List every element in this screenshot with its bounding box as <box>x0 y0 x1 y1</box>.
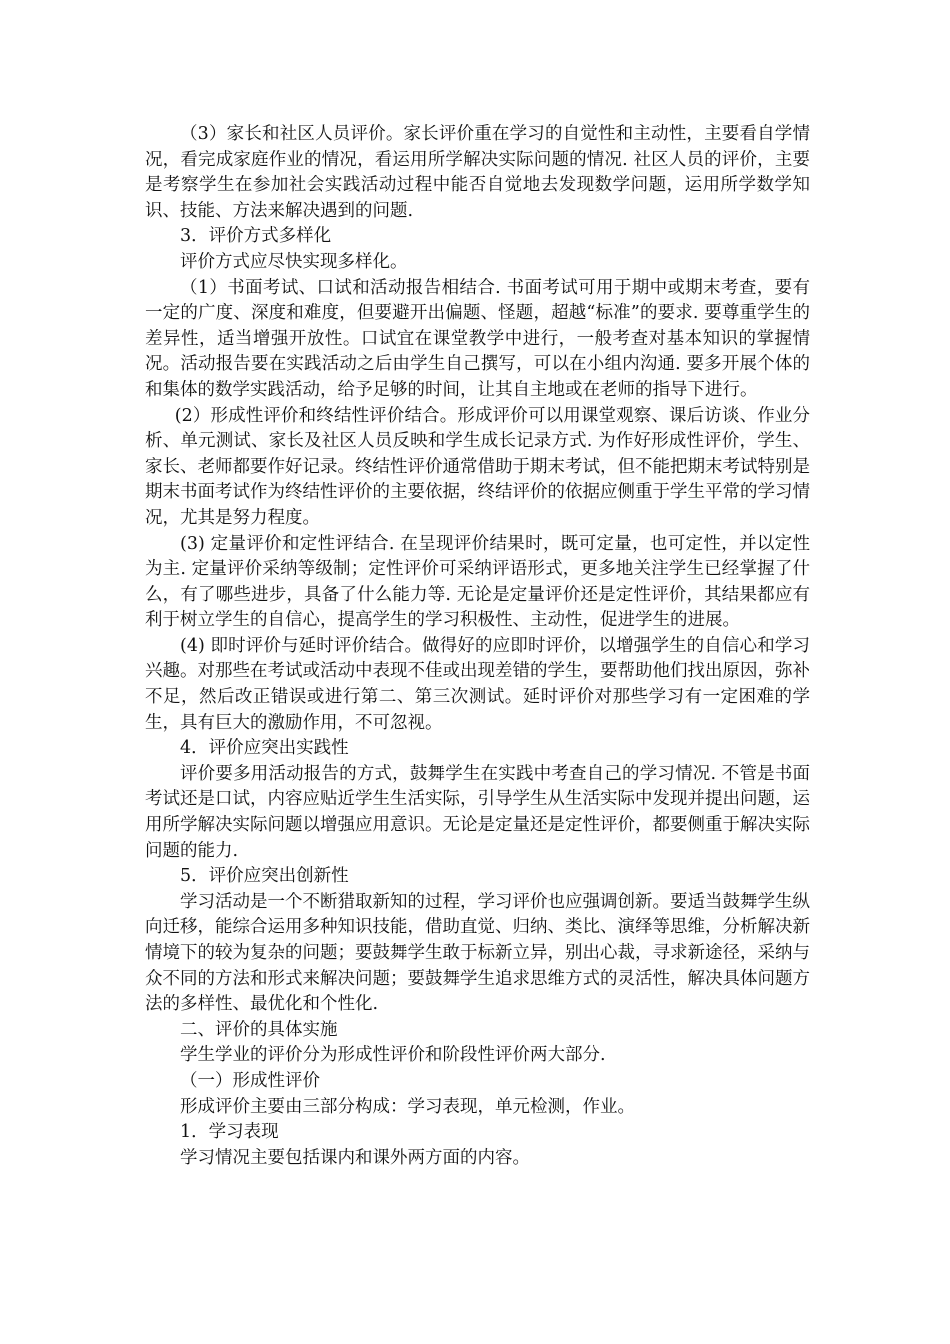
paragraph-parent-evaluation: （3）家长和社区人员评价。家长评价重在学习的自觉性和主动性，主要看自学情况，看完成家庭作业的情况，看运用所学解决实际问题的情况. 社区人员的评价，主要是考察学生在参加社会实践活动过程中能否自觉地去发现数学问题，运用所学数学知识、技能、方法来解决遇到的问题. <box>145 124 810 221</box>
paragraph-implementation-intro: 学生学业的评价分为形成性评价和阶段性评价两大部分. <box>180 1045 606 1066</box>
heading-implementation: 二、评价的具体实施 <box>180 1019 338 1040</box>
heading-innovation: 5．评价应突出创新性 <box>180 866 349 887</box>
heading-learning-performance: 1．学习表现 <box>180 1122 279 1143</box>
paragraph-diverse-intro: 评价方式应尽快实现多样化。 <box>180 251 408 272</box>
paragraph-innovation: 学习活动是一个不断猎取新知的过程，学习评价也应强调创新。要适当鼓舞学生纵向迁移，能综合运用多种知识技能，借助直觉、归纳、类比、演绎等思维，分析解决新情境下的较为复杂的问题；要鼓舞学生敢于标新立异，别出心裁，寻求新途径，采纳与众不同的方法和形式来解决问题；要鼓舞学生追求思维方式的灵活性，解决具体问题方法的多样性、最优化和个性化. <box>145 891 810 1015</box>
paragraph-immediate-delayed: (4) 即时评价与延时评价结合。做得好的应即时评价，以增强学生的自信心和学习兴趣。对那些在考试或活动中表现不佳或出现差错的学生，要帮助他们找出原因，弥补不足，然后改正错误或进行第二、第三次测试。延时评价对那些学习有一定困难的学生，具有巨大的激励作用，不可忽视。 <box>145 635 810 733</box>
paragraph-formative-parts: 形成评价主要由三部分构成：学习表现，单元检测，作业。 <box>180 1096 635 1117</box>
document-body <box>145 122 810 1171</box>
heading-formative-evaluation: （一）形成性评价 <box>180 1070 320 1091</box>
paragraph-written-oral-report: （1）书面考试、口试和活动报告相结合. 书面考试可用于期中或期末考查，要有一定的广度、深度和难度，但要避开出偏题、怪题，超越“标准”的要求. 要尊重学生的差异性，适当增强开放性。口试宜在课堂教学中进行，一般考查对基本知识的掌握情况。活动报告要在实践活动之后由学生自己撰写，可以在小组内沟通. 要多开展个体的和集体的数学实践活动，给予足够的时间，让其自主地或在老师的指导下进行。 <box>145 277 810 400</box>
paragraph-formative-summative: (2）形成性评价和终结性评价结合。形成评价可以用课堂观察、课后访谈、作业分析、单元测试、家长及社区人员反映和学生成长记录方式. 为作好形成性评价，学生、家长、老师都要作好记录。终结性评价通常借助于期末考试，但不能把期末考试特别是期末书面考试作为终结性评价的主要依据，终结评价的依据应侧重于学生平常的学习情况，尤其是努力程度。 <box>145 405 810 528</box>
paragraph-practice: 评价要多用活动报告的方式，鼓舞学生在实践中考查自己的学习情况. 不管是书面考试还是口试，内容应贴近学生生活实际，引导学生从生活实际中发现并提出问题，运用所学解决实际问题以增强应用意识。无论是定量还是定性评价，都要侧重于解决实际问题的能力. <box>145 763 810 861</box>
paragraph-learning-situation: 学习情况主要包括课内和课外两方面的内容。 <box>180 1147 530 1168</box>
heading-practice: 4．评价应突出实践性 <box>180 738 349 759</box>
heading-diverse-methods: 3．评价方式多样化 <box>180 226 332 247</box>
paragraph-quantitative-qualitative: (3) 定量评价和定性评结合. 在呈现评价结果时，既可定量，也可定性，并以定性为主. 定量评价采纳等级制；定性评价可采纳评语形式，更多地关注学生已经掌握了什么，有了哪些进步，具备了什么能力等. 无论是定量评价还是定性评价，其结果都应有利于树立学生的自信心，提高学生的学习积极性、主动性，促进学生的进展。 <box>145 533 810 631</box>
